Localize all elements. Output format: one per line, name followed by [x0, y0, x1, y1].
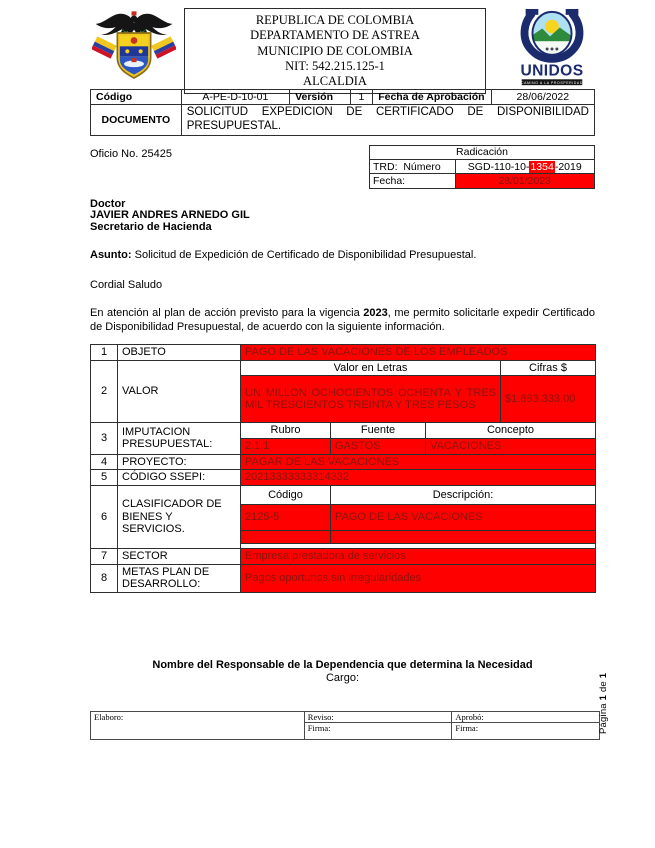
trd-suffix: -2019 — [554, 160, 582, 173]
codigo-label: Código — [91, 90, 182, 105]
letterhead — [90, 8, 595, 88]
asunto-text: Solicitud de Expedición de Certificado de Disponibilidad Presupuestal. — [134, 249, 477, 262]
clasificador-label: CLASIFICADOR DE BIENES Y SERVICIOS. — [118, 485, 241, 548]
row-number: 2 — [91, 360, 118, 423]
page-current: 1 — [598, 694, 609, 701]
trd-label: TRD: Número — [370, 159, 456, 173]
fuente-header: Fuente — [331, 423, 426, 439]
row-number: 4 — [91, 454, 118, 470]
ssepi-value: 20213333333314332 — [241, 470, 596, 486]
valor-label: VALOR — [118, 360, 241, 423]
colombia-coat-of-arms-icon — [90, 8, 178, 88]
firma-aprobo-label: Firma: — [452, 722, 600, 739]
row-number: 5 — [91, 470, 118, 486]
intro-paragraph — [90, 307, 595, 334]
empty-red-cell — [331, 530, 596, 543]
proyecto-label: PROYECTO: — [118, 454, 241, 470]
entity-line: DEPARTAMENTO DE ASTREA — [250, 28, 420, 43]
entity-line: REPUBLICA DE COLOMBIA — [255, 13, 415, 27]
ssepi-label: CÓDIGO SSEPI: — [118, 470, 241, 486]
radicacion-table — [369, 145, 595, 189]
documento-value: SOLICITUD EXPEDICION DE CERTIFICADO DE DISPONIBILIDAD PRESUPUESTAL. — [181, 105, 594, 136]
firma-reviso-label: Firma: — [304, 722, 452, 739]
elaboro-label: Elaboro: — [91, 711, 305, 739]
recipient-salutation: Doctor — [90, 197, 126, 210]
recipient-name: JAVIER ANDRES ARNEDO GIL — [90, 209, 250, 222]
document-meta-table — [90, 89, 595, 136]
valor-letras-header: Valor en Letras — [241, 360, 501, 376]
entity-line: NIT: 542.215.125-1 — [285, 58, 385, 73]
metas-value: Pagos oportunos sin irregularidades — [241, 564, 596, 592]
page-pre: Página — [598, 700, 609, 734]
unidos-logo — [509, 8, 595, 92]
asunto-line — [90, 249, 595, 261]
page-total: 1 — [598, 672, 609, 679]
clasificador-codigo-header: Código — [241, 485, 331, 504]
intro-year: 2023 — [363, 307, 388, 320]
row-number: 6 — [91, 485, 118, 548]
version-label: Versión — [290, 90, 350, 105]
entity-line: MUNICIPIO DE COLOMBIA — [257, 43, 413, 58]
page-mid: de — [598, 678, 609, 695]
documento-label: DOCUMENTO — [91, 105, 182, 136]
radicacion-title: Radicación — [370, 145, 595, 159]
cifras-header: Cifras $ — [501, 360, 596, 376]
intro-post: , me permito solicitarle expedir Certificado de Disponibilidad Presupuestal, de acuerdo con la siguiente información. — [90, 307, 595, 333]
page-number — [598, 650, 609, 734]
trd-prefix: SGD-110-10- — [467, 160, 530, 173]
oficio-number: Oficio No. 25425 — [90, 147, 172, 160]
objeto-value: PAGO DE LAS VACACIONES DE LOS EMPLEADOS — [241, 345, 596, 361]
valor-letras-value: UN MILLON OCHOCIENTOS OCHENTA Y TRES MIL TRESCIENTOS TREINTA Y TRES PESOS — [241, 376, 501, 423]
row-number: 7 — [91, 548, 118, 564]
concepto-header: Concepto — [426, 423, 596, 439]
trd-number-highlight: 1354 — [530, 160, 554, 173]
recipient-block — [90, 199, 595, 235]
sector-value: Empresa prestadora de servicios — [241, 548, 596, 564]
reviso-label: Reviso: — [304, 711, 452, 722]
row-number: 3 — [91, 423, 118, 454]
entity-line: ALCALDIA — [303, 74, 367, 88]
cargo-label: Cargo: — [325, 671, 360, 684]
fuente-value: GASTOS — [331, 438, 426, 454]
asunto-label: Asunto: — [90, 249, 132, 262]
recipient-role: Secretario de Hacienda — [90, 221, 212, 234]
imputacion-label: IMPUTACION PRESUPUESTAL: — [118, 423, 241, 454]
row-number: 1 — [91, 345, 118, 361]
unidos-wordmark: UNIDOS — [520, 62, 584, 80]
saludo-line: Cordial Saludo — [90, 279, 163, 292]
version-value: 1 — [350, 90, 373, 105]
responsable-title: Nombre del Responsable de la Dependencia que determina la Necesidad — [152, 658, 533, 671]
aprobacion-label: Fecha de Aprobación — [373, 90, 491, 105]
metas-label: METAS PLAN DE DESARROLLO: — [118, 564, 241, 592]
sign-off-table — [90, 711, 600, 740]
cifras-value: $1.883.333,00 — [501, 376, 596, 423]
concepto-value: VACACIONES — [426, 438, 596, 454]
descripcion-header: Descripción: — [331, 485, 596, 504]
aprobacion-value: 28/06/2022 — [491, 90, 594, 105]
row-number: 8 — [91, 564, 118, 592]
clasificador-codigo-value: 2125-5 — [241, 504, 331, 530]
unidos-tagline: CAMINO A LA PROSPERIDAD — [521, 80, 583, 85]
objeto-label: OBJETO — [118, 345, 241, 361]
descripcion-value: PAGO DE LAS VACACIONES — [331, 504, 596, 530]
codigo-value: A-PE-D-10-01 — [181, 90, 289, 105]
entity-header-box — [184, 8, 486, 94]
intro-pre: En atención al plan de acción previsto para la vigencia — [90, 307, 364, 320]
cdp-detail-table — [90, 344, 596, 593]
aprobo-label: Aprobó: — [452, 711, 600, 722]
radicacion-fecha-value: 28/01/2023 — [455, 174, 595, 188]
radicacion-fecha-label: Fecha: — [370, 174, 456, 188]
rubro-header: Rubro — [241, 423, 331, 439]
proyecto-value: PAGAR DE LAS VACACIONES — [241, 454, 596, 470]
sector-label: SECTOR — [118, 548, 241, 564]
trd-value — [455, 159, 595, 173]
rubro-value: 2.1.1 — [241, 438, 331, 454]
empty-red-cell — [241, 530, 331, 543]
